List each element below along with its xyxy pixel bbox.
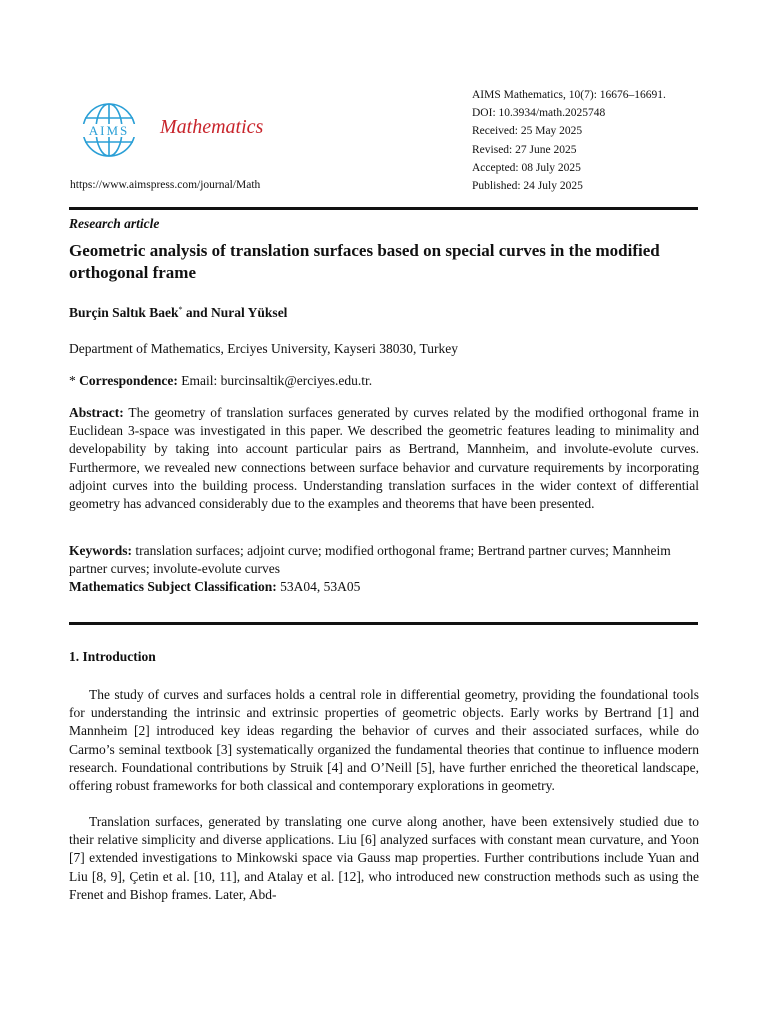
header-divider (69, 207, 698, 210)
msc-label: Mathematics Subject Classification: (69, 579, 277, 594)
author-name: and Nural Yüksel (182, 305, 288, 320)
corr-star: * (69, 373, 80, 388)
abstract (69, 404, 699, 513)
keywords-text: translation surfaces; adjoint curve; modified orthogonal frame; Bertrand partner curves; Mannheim partner curves; involute-evolute curves (69, 543, 671, 577)
doi-line[interactable]: DOI: 10.3934/math.2025748 (472, 107, 606, 120)
correspondence (69, 373, 372, 389)
accepted-date: Accepted: 08 July 2025 (472, 161, 581, 174)
affiliation: Department of Mathematics, Erciyes University, Kayseri 38030, Turkey (69, 341, 459, 356)
svg-text:AIMS: AIMS (88, 123, 130, 138)
corr-label: Correspondence: (79, 373, 178, 388)
section-heading: 1. Introduction (69, 649, 156, 664)
corr-email[interactable]: Email: burcinsaltik@erciyes.edu.tr. (177, 373, 373, 388)
abstract-label: Abstract: (69, 405, 124, 420)
revised-date: Revised: 27 June 2025 (472, 143, 577, 156)
paper-title: Geometric analysis of translation surfaces based on special curves in the modified orthogonal frame (69, 241, 660, 282)
section-divider (69, 622, 698, 625)
corresponding-mark: * (178, 305, 183, 314)
author-list (69, 305, 287, 321)
received-date: Received: 25 May 2025 (472, 125, 583, 138)
article-type: Research article (69, 216, 160, 231)
citation-line: AIMS Mathematics, 10(7): 16676–16691. (472, 89, 666, 101)
msc-codes: 53A04, 53A05 (276, 579, 361, 594)
publication-metadata (472, 86, 712, 195)
published-date: Published: 24 July 2025 (472, 180, 583, 193)
keywords-label: Keywords: (69, 543, 132, 558)
body-paragraph: The study of curves and surfaces holds a central role in differential geometry, providing the foundational tools for understanding the intrinsic and extrinsic properties of geometric objects. Early works by Bertrand [1] and Mannheim [2] introduced key ideas regarding the behavior of curves and their associated surfaces, while do Carmo’s seminal textbook [3] systematically organized the fundamental theories that continue to influence modern research. Foundational contributions by Struik [4] and O’Neill [5], have further enriched the theoretical landscape, offering robust frameworks for both classical and contemporary explorations in geometry. (69, 687, 699, 794)
journal-name: Mathematics (160, 116, 264, 138)
abstract-text: The geometry of translation surfaces generated by curves related by the modified orthogonal frame in Euclidean 3-space was investigated in this paper. We described the geometric features leading to minimality and developability by taking into account particular pairs as Bertrand, Mannheim, and involute-evolute curves. Furthermore, we revealed new connections between surface behavior and curvature requirements by incorporating adjoint curves into the building process. Understanding translation surfaces in the wider context of differential geometry has advanced considerably due to the examples and theorems that have been presented. (69, 405, 699, 512)
keywords (69, 542, 699, 578)
journal-url-link[interactable]: https://www.aimspress.com/journal/Math (70, 179, 261, 191)
globe-logo-icon (76, 100, 142, 160)
journal-logo[interactable] (70, 96, 330, 166)
author-name: Burçin Saltık Baek (69, 305, 179, 320)
body-paragraph: Translation surfaces, generated by translating one curve along another, have been extensively studied due to their relative simplicity and diverse applications. Liu [6] analyzed surfaces with constant mean curvature, and Yoon [7] extended investigations to Minkowski space via Gauss map properties. Further contributions include Yuan and Liu [8, 9], Çetin et al. [10, 11], and Atalay et al. [12], who introduced new construction methods such as using the Frenet and Bishop frames. Later, Abd- (69, 814, 699, 902)
msc-classification (69, 579, 360, 595)
